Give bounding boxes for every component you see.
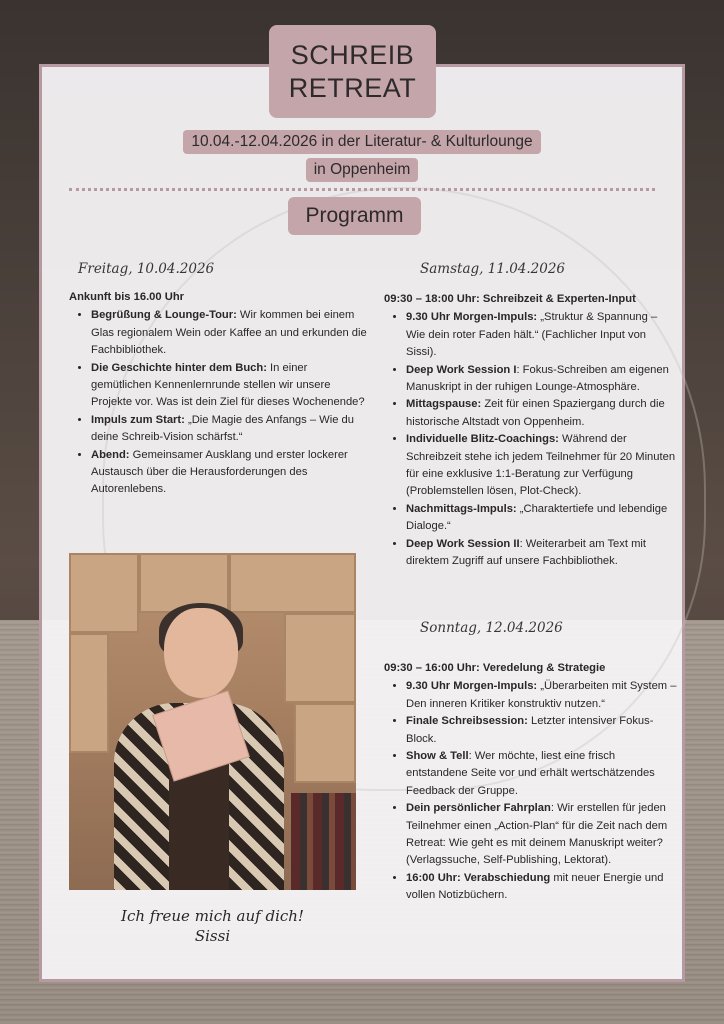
saturday-heading: Samstag, 11.04.2026 <box>420 261 566 277</box>
sunday-lead: 09:30 – 16:00 Uhr: Veredelung & Strategie <box>384 662 606 674</box>
list-item: • Begrüßung & Lounge-Tour: Wir kommen bei einem Glas regionalem Wein oder Kaffee an und erkunden die Fachbibliothek. <box>91 307 369 359</box>
list-item: • Die Geschichte hinter dem Buch: In einer gemütlichen Kennenlernrunde stellen wir unsere Projekte vor. Was ist dein Ziel für dieses Wochenende? <box>91 360 369 412</box>
shelf-crate <box>69 633 109 753</box>
list-item: • Mittagspause: Zeit für einen Spaziergang durch die historische Altstadt von Oppenheim. <box>406 396 679 431</box>
list-item: • Show & Tell: Wer möchte, liest eine frisch entstandene Seite vor und erhält wertschätzendes Feedback der Gruppe. <box>406 748 679 800</box>
shelf-crate <box>69 553 139 633</box>
friday-list <box>69 307 369 498</box>
title-line-2: RETREAT <box>288 72 417 103</box>
date-line-2 <box>0 158 724 182</box>
program-heading <box>288 197 421 235</box>
person-face <box>164 608 238 698</box>
sunday-list <box>384 678 679 904</box>
sunday-heading: Sonntag, 12.04.2026 <box>420 620 563 636</box>
date-text-2: in Oppenheim <box>306 158 419 182</box>
program-label: Programm <box>305 204 404 227</box>
friday-column <box>69 289 369 499</box>
date-text-1: 10.04.-12.04.2026 in der Literatur- & Kulturlounge <box>183 130 540 154</box>
saturday-list <box>384 309 679 570</box>
friday-heading: Freitag, 10.04.2026 <box>78 261 215 277</box>
list-item: • 9.30 Uhr Morgen-Impuls: „Überarbeiten mit System – Den inneren Kritiker konstruktiv nutzen.“ <box>406 678 679 713</box>
host-photo <box>69 553 356 890</box>
list-item: • Dein persönlicher Fahrplan: Wir erstellen für jeden Teilnehmer einen „Action-Plan“ für die Zeit nach dem Retreat: Wie geht es mit deinem Manuskript weiter? (Verlagssuche, Self-Publishing, Lektorat). <box>406 800 679 870</box>
sunday-column <box>384 660 679 905</box>
friday-lead: Ankunft bis 16.00 Uhr <box>69 291 185 303</box>
closing-note <box>69 906 356 946</box>
saturday-lead: 09:30 – 18:00 Uhr: Schreibzeit & Experten-Input <box>384 293 636 305</box>
closing-line-1: Ich freue mich auf dich! <box>121 907 304 925</box>
date-line-1 <box>0 130 724 154</box>
dotted-divider <box>69 188 655 191</box>
books-on-shelf <box>291 793 356 890</box>
shelf-crate <box>294 703 356 783</box>
list-item: • Nachmittags-Impuls: „Charaktertiefe und lebendige Dialoge.“ <box>406 501 679 536</box>
list-item: • Individuelle Blitz-Coachings: Während der Schreibzeit stehe ich jedem Teilnehmer für 20 Minuten für eine exklusive 1:1-Beratung zur Verfügung (Problemstellen lösen, Plot-Check). <box>406 431 679 501</box>
list-item: • Finale Schreibsession: Letzter intensiver Fokus-Block. <box>406 713 679 748</box>
list-item: • 16:00 Uhr: Verabschiedung mit neuer Energie und vollen Notizbüchern. <box>406 870 679 905</box>
list-item: • Abend: Gemeinsamer Ausklang und erster lockerer Austausch über die Herausforderungen des Autorenlebens. <box>91 447 369 499</box>
saturday-column <box>384 291 679 571</box>
closing-line-2: Sissi <box>194 927 231 945</box>
shelf-crate <box>284 613 356 703</box>
list-item: • Deep Work Session I: Fokus-Schreiben am eigenen Manuskript in der ruhigen Lounge-Atmosphäre. <box>406 362 679 397</box>
title-box <box>269 25 436 118</box>
shelf-crate <box>229 553 356 613</box>
list-item: • 9.30 Uhr Morgen-Impuls: „Struktur & Spannung – Wie dein roter Faden hält.“ (Fachlicher Input von Sissi). <box>406 309 679 361</box>
title-line-1: SCHREIB <box>290 39 415 70</box>
list-item: • Impuls zum Start: „Die Magie des Anfangs – Wie du deine Schreib-Vision schärfst.“ <box>91 412 369 447</box>
list-item: • Deep Work Session II: Weiterarbeit am Text mit direktem Zugriff auf unsere Fachbibliothek. <box>406 536 679 571</box>
